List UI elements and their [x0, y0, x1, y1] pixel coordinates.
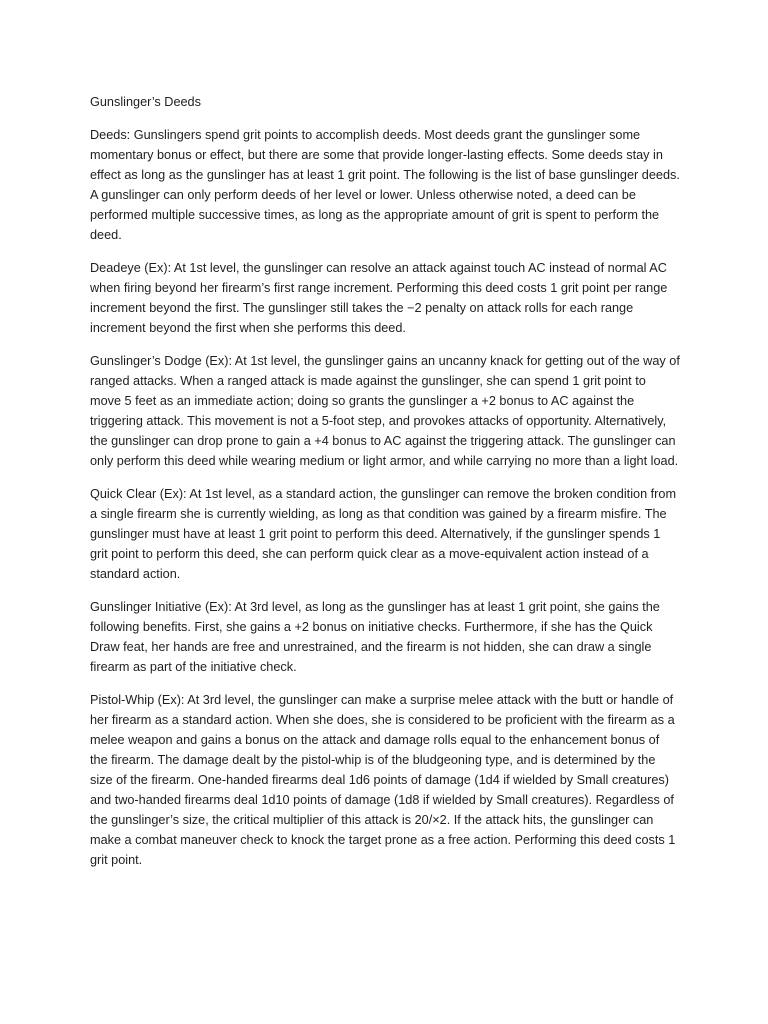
paragraph-pistol-whip: Pistol-Whip (Ex): At 3rd level, the gunslinger can make a surprise melee attack with the butt or handle of her firearm as a standard action. When she does, she is considered to be proficient with the firearm as a melee weapon and gains a bonus on the attack and damage rolls equal to the enhancement bonus of the firearm. The damage dealt by the pistol-whip is of the bludgeoning type, and is determined by the size of the firearm. One-handed firearms deal 1d6 points of damage (1d4 if wielded by Small creatures) and two-handed firearms deal 1d10 points of damage (1d8 if wielded by Small creatures). Regardless of the gunslinger’s size, the critical multiplier of this attack is 20/×2. If the attack hits, the gunslinger can make a combat maneuver check to knock the target prone as a free action. Performing this deed costs 1 grit point.	[90, 693, 676, 867]
paragraph-deadeye: Deadeye (Ex): At 1st level, the gunslinger can resolve an attack against touch AC instead of normal AC when firing beyond her firearm’s first range increment. Performing this deed costs 1 grit point per range increment beyond the first. The gunslinger still takes the −2 penalty on attack rolls for each range increment beyond the first when she performs this deed.	[90, 261, 668, 335]
document-page	[90, 92, 680, 883]
paragraph-quick-clear: Quick Clear (Ex): At 1st level, as a standard action, the gunslinger can remove the broken condition from a single firearm she is currently wielding, as long as that condition was gained by a firearm misfire. The gunslinger must have at least 1 grit point to perform this deed. Alternatively, if the gunslinger spends 1 grit point to perform this deed, she can perform quick clear as a move-equivalent action instead of a standard action.	[90, 487, 677, 581]
paragraph-deeds: Deeds: Gunslingers spend grit points to accomplish deeds. Most deeds grant the gunslinger some momentary bonus or effect, but there are some that provide longer-lasting effects. Some deeds stay in effect as long as the gunslinger has at least 1 grit point. The following is the list of base gunslinger deeds. A gunslinger can only perform deeds of her level or lower. Unless otherwise noted, a deed can be performed multiple successive times, as long as the appropriate amount of grit is spent to perform the deed.	[90, 128, 680, 242]
paragraph-gunslinger-initiative: Gunslinger Initiative (Ex): At 3rd level, as long as the gunslinger has at least 1 grit point, she gains the following benefits. First, she gains a +2 bonus on initiative checks. Furthermore, if she has the Quick Draw feat, her hands are free and unrestrained, and the firearm is not hidden, she can draw a single firearm as part of the initiative check.	[90, 600, 660, 674]
paragraph-gunslingers-dodge: Gunslinger’s Dodge (Ex): At 1st level, the gunslinger gains an uncanny knack for getting out of the way of ranged attacks. When a ranged attack is made against the gunslinger, she can spend 1 grit point to move 5 feet as an immediate action; doing so grants the gunslinger a +2 bonus to AC against the triggering attack. This movement is not a 5-foot step, and provokes attacks of opportunity. Alternatively, the gunslinger can drop prone to gain a +4 bonus to AC against the triggering attack. The gunslinger can only perform this deed while wearing medium or light armor, and while carrying no more than a light load.	[90, 354, 680, 468]
document-title: Gunslinger’s Deeds	[90, 95, 201, 109]
